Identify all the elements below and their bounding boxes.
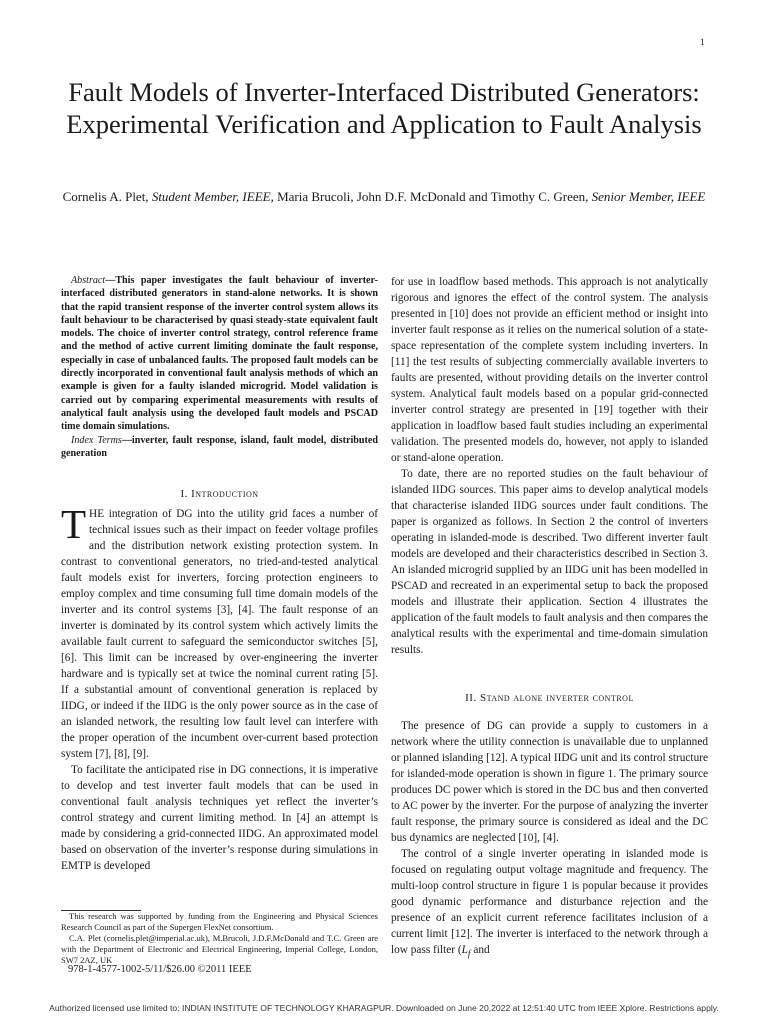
footnote: C.A. Plet (cornelis.plet@imperial.ac.uk), M.Brucoli, J.D.F.McDonald and T.C. Green are with the Department of Electronic and Electrical Engineering, Imperial College, London, SW7 2AZ, UK	[61, 933, 378, 965]
author-role: Senior Member, IEEE	[591, 189, 706, 204]
index-terms	[61, 434, 378, 461]
right-column	[391, 274, 708, 962]
author-line	[60, 188, 708, 206]
author-role: Student Member, IEEE	[151, 189, 271, 204]
abstract	[61, 274, 378, 434]
math-symbol: L	[461, 944, 468, 956]
body-paragraph	[391, 846, 708, 962]
author-name: Cornelis A. Plet,	[62, 189, 152, 204]
index-terms-text: —inverter, fault response, island, fault model, distributed generation	[61, 434, 378, 459]
abstract-label: Abstract	[71, 275, 106, 286]
body-paragraph: To date, there are no reported studies on the fault behaviour of islanded IIDG sources. This paper aims to develop analytical models that characterise islanded IIDG sources under fault conditions. The paper is organized as follows. In Section 2 the control of inverters operating in islanded-mode is described. Two different inverter fault models are developed and their characteristics described in Section 3. An islanded microgrid supplied by an IIDG unit has been modelled in PSCAD and recreated in an experimental setup to back the proposed models and illustrate their application. Section 4 illustrates the application of the fault models to fault analysis and then compares the analytical results with the experimental and time-domain simulation results.	[391, 468, 708, 656]
abstract-text: —This paper investigates the fault behaviour of inverter-interfaced distributed generators in stand-alone networks. It is shown that the rapid transient response of the inverter control system allows its fault behaviour to be characterised by quasi steady-state equivalent fault models. The choice of inverter control strategy, control reference frame and the method of active current limiting dominate the fault response, especially in case of unbalanced faults. The proposed fault models can be directly incorporated in conventional fault analysis methods of which an example is given for a faulty islanded microgrid. Model validation is carried out by comparing experimental measurements with results of analytical fault analysis using the developed fault models and PSCAD time domain simulations.	[61, 275, 378, 433]
body-paragraph: The presence of DG can provide a supply to customers in a network where the utility connection is unavailable due to unplanned or planned islanding [12]. A typical IIDG unit and its control structure for islanded-mode operation is shown in figure 1. The primary source produces DC power which is stored in the DC bus and then converted to AC power by the inverter. For the purpose of analyzing the inverter fault response, the primary source is considered as ideal and the DC bus dynamics are neglected [10], [4].	[391, 720, 708, 844]
copyright-line: 978-1-4577-1002-5/11/$26.00 ©2011 IEEE	[68, 964, 252, 975]
index-terms-label: Index Terms	[71, 434, 122, 446]
paragraph-text: HE integration of DG into the utility grid faces a number of technical issues such as their impact on feeder voltage profiles and the distribution network existing protection system. In contrast to conventional generators, no tried-and-tested analytical fault models exist for inverters, forcing protection engineers to employ complex and time consuming full time domain models of the inverter and its control systems [3], [4]. The fault response of an inverter is dominated by its control system which actively limits the available fault current to safeguard the semiconductor switches [5], [6]. This limit can be increased by over-engineering the inverter hardware and is typically set at twice the nominal current rating [5]. If a substantial amount of conventional generation is replaced by IIDG, or indeed if the IIDG is the only power source as in the case of an islanded network, the resulting low fault level can interfere with the proper operation of the incumbent over-current based protection system [7], [8], [9].	[61, 508, 378, 761]
math-subscript: f	[467, 949, 471, 960]
body-paragraph: To facilitate the anticipated rise in DG connections, it is imperative to develop and test inverter fault models that can be used in conventional fault analysis techniques yet reflect the inverter’s control strategy and current limiting method. In [4] an attempt is made by considering a grid-connected IIDG. An approximated model based on observation of the inverter’s response during simulations in EMTP is developed	[61, 764, 378, 873]
paper-title: Fault Models of Inverter-Interfaced Distributed Generators: Experimental Verification and Application to Fault Analysis	[66, 77, 702, 139]
body-paragraph	[61, 501, 378, 762]
left-column	[61, 274, 378, 874]
section-heading-introduction: I. Introduction	[180, 488, 259, 501]
page-number: 1	[700, 37, 705, 47]
footnote: This research was supported by funding from the Engineering and Physical Sciences Research Council as part of the Supergen FlexNet consortium.	[61, 911, 378, 932]
author-names: , Maria Brucoli, John D.F. McDonald and Timothy C. Green,	[270, 189, 592, 204]
license-notice: Authorized licensed use limited to: INDIAN INSTITUTE OF TECHNOLOGY KHARAGPUR. Downloaded on June 20,2022 at 12:51:40 UTC from IEEE Xplore. Restrictions apply.	[49, 1003, 719, 1013]
drop-cap: T	[61, 501, 87, 548]
footnotes	[61, 911, 378, 966]
paragraph-text: and	[470, 944, 490, 956]
paragraph-text: The control of a single inverter operating in islanded mode is focused on regulating output voltage magnitude and frequency. The multi-loop control structure in figure 1 is popular because it provides good dynamic performance and disturbance rejection and the presence of an explicit current reference facilitates inclusion of a current limit [12]. The inverter is interfaced to the network through a low pass filter (	[391, 848, 708, 956]
section-heading-inverter-control: II. Stand alone inverter control	[465, 692, 634, 704]
body-paragraph: for use in loadflow based methods. This approach is not analytically rigorous and ignores the effect of the control system. The analysis presented in [10] does not provide an efficient method or insight into inverter fault response as it relies on the numerical solution of a state-space representation of the complete system including inverters. In [11] the test results of subjecting commercially available inverters to faults are presented, without providing details on the inverter control system. Analytical fault models based on a popular grid-connected inverter control strategy are presented in [19] together with their application in loadflow based fault studies including an experimental validation. The presented models do, however, not apply to islanded or stand-alone operation.	[391, 276, 708, 464]
